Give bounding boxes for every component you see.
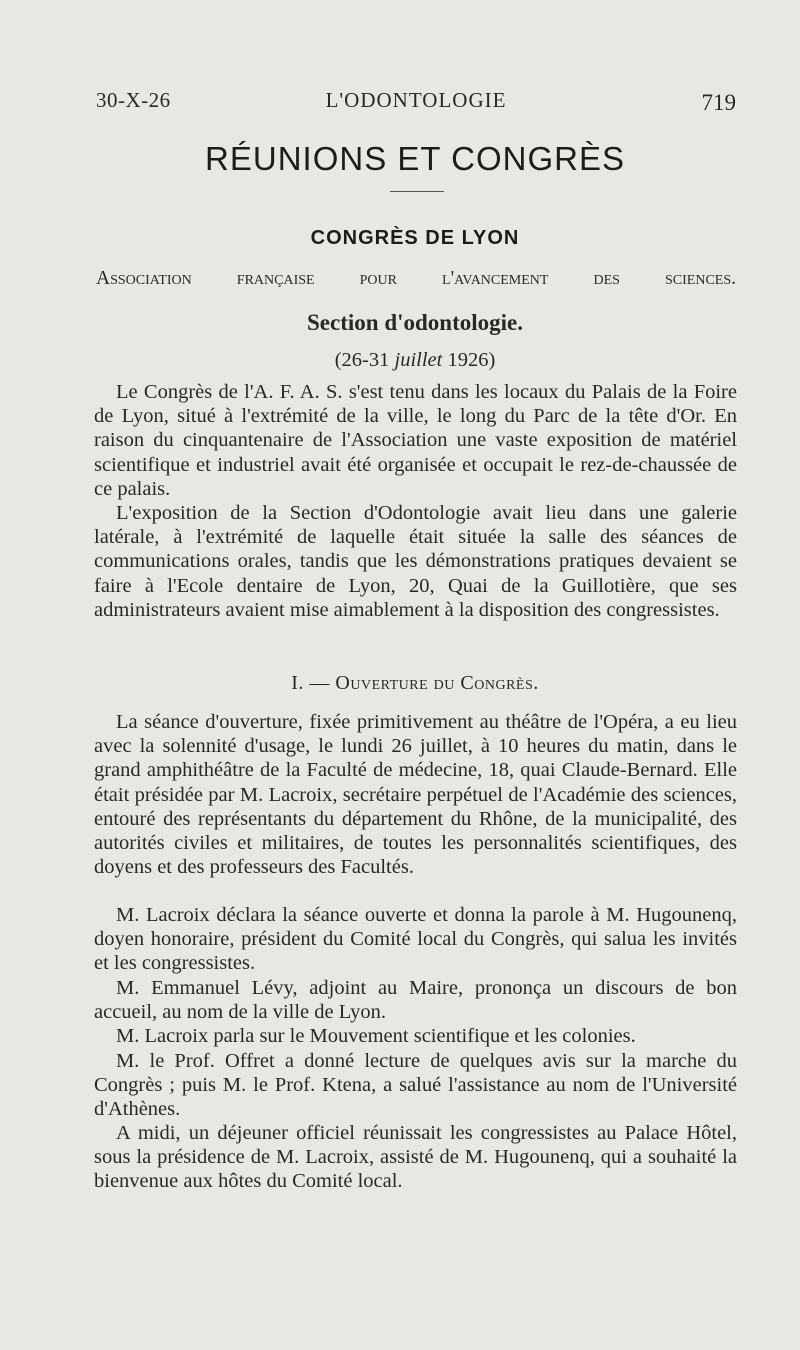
body-paragraph: M. Lacroix déclara la séance ouverte et donna la parole à M. Hugounenq, doyen honoraire, président du Comité local du Congrès, qui salua les invités et les congressistes.: [94, 904, 737, 975]
title-divider: [390, 191, 444, 192]
running-head: [96, 88, 736, 118]
dates-month: juillet: [394, 349, 443, 371]
dates-open: (26-31: [334, 349, 395, 371]
section-title: Section d'odontologie.: [307, 310, 523, 335]
page-number: 719: [701, 90, 736, 115]
dates-close: 1926): [442, 349, 496, 371]
association-line: Association française pour l'avancement des sciences.: [96, 268, 736, 289]
issue-date: 30-X-26: [96, 88, 171, 112]
page-title: RÉUNIONS ET CONGRÈS: [205, 140, 625, 177]
body-paragraph: M. Lacroix parla sur le Mouvement scientifique et les colonies.: [116, 1025, 636, 1047]
intro-paragraph: L'exposition de la Section d'Odontologie avait lieu dans une galerie latérale, à l'extrémité de laquelle était située la salle des séances de communications orales, tandis que les démonstrations pratiques devaient se faire à l'Ecole dentaire de Lyon, 20, Quai de la Guillotière, que ses administrateurs avaient mise aimablement à la disposition des congressistes.: [94, 502, 737, 621]
body-paragraph: M. le Prof. Offret a donné lecture de quelques avis sur la marche du Congrès ; puis M. le Prof. Ktena, a salué l'assistance au nom de l'Université d'Athènes.: [94, 1050, 737, 1121]
section-heading: I. — Ouverture du Congrès.: [291, 672, 539, 694]
congress-dates: [0, 349, 800, 372]
body-paragraph: M. Emmanuel Lévy, adjoint au Maire, prononça un discours de bon accueil, au nom de la ville de Lyon.: [94, 977, 737, 1024]
journal-title: L'ODONTOLOGIE: [325, 88, 507, 112]
congress-title: CONGRÈS DE LYON: [310, 227, 520, 249]
body-paragraph: La séance d'ouverture, fixée primitivement au théâtre de l'Opéra, a eu lieu avec la solennité d'usage, le lundi 26 juillet, à 10 heures du matin, dans le grand amphithéâtre de la Faculté de médecine, 18, quai Claude-Bernard. Elle était présidée par M. Lacroix, secrétaire perpétuel de l'Académie des sciences, entouré des représentants du département du Rhône, de la municipalité, des autorités civiles et militaires, de toutes les personnalités scientifiques, des doyens et des professeurs des Facultés.: [94, 711, 737, 879]
body-paragraph: A midi, un déjeuner officiel réunissait les congressistes au Palace Hôtel, sous la présidence de M. Lacroix, assisté de M. Hugounenq, qui a souhaité la bienvenue aux hôtes du Comité local.: [94, 1122, 737, 1193]
intro-paragraph: Le Congrès de l'A. F. A. S. s'est tenu dans les locaux du Palais de la Foire de Lyon, situé à l'extrémité de la ville, le long du Parc de la tête d'Or. En raison du cinquantenaire de l'Association une vaste exposition de matériel scientifique et industriel avait été organisée et occupait le rez-de-chaussée de ce palais.: [94, 381, 737, 500]
